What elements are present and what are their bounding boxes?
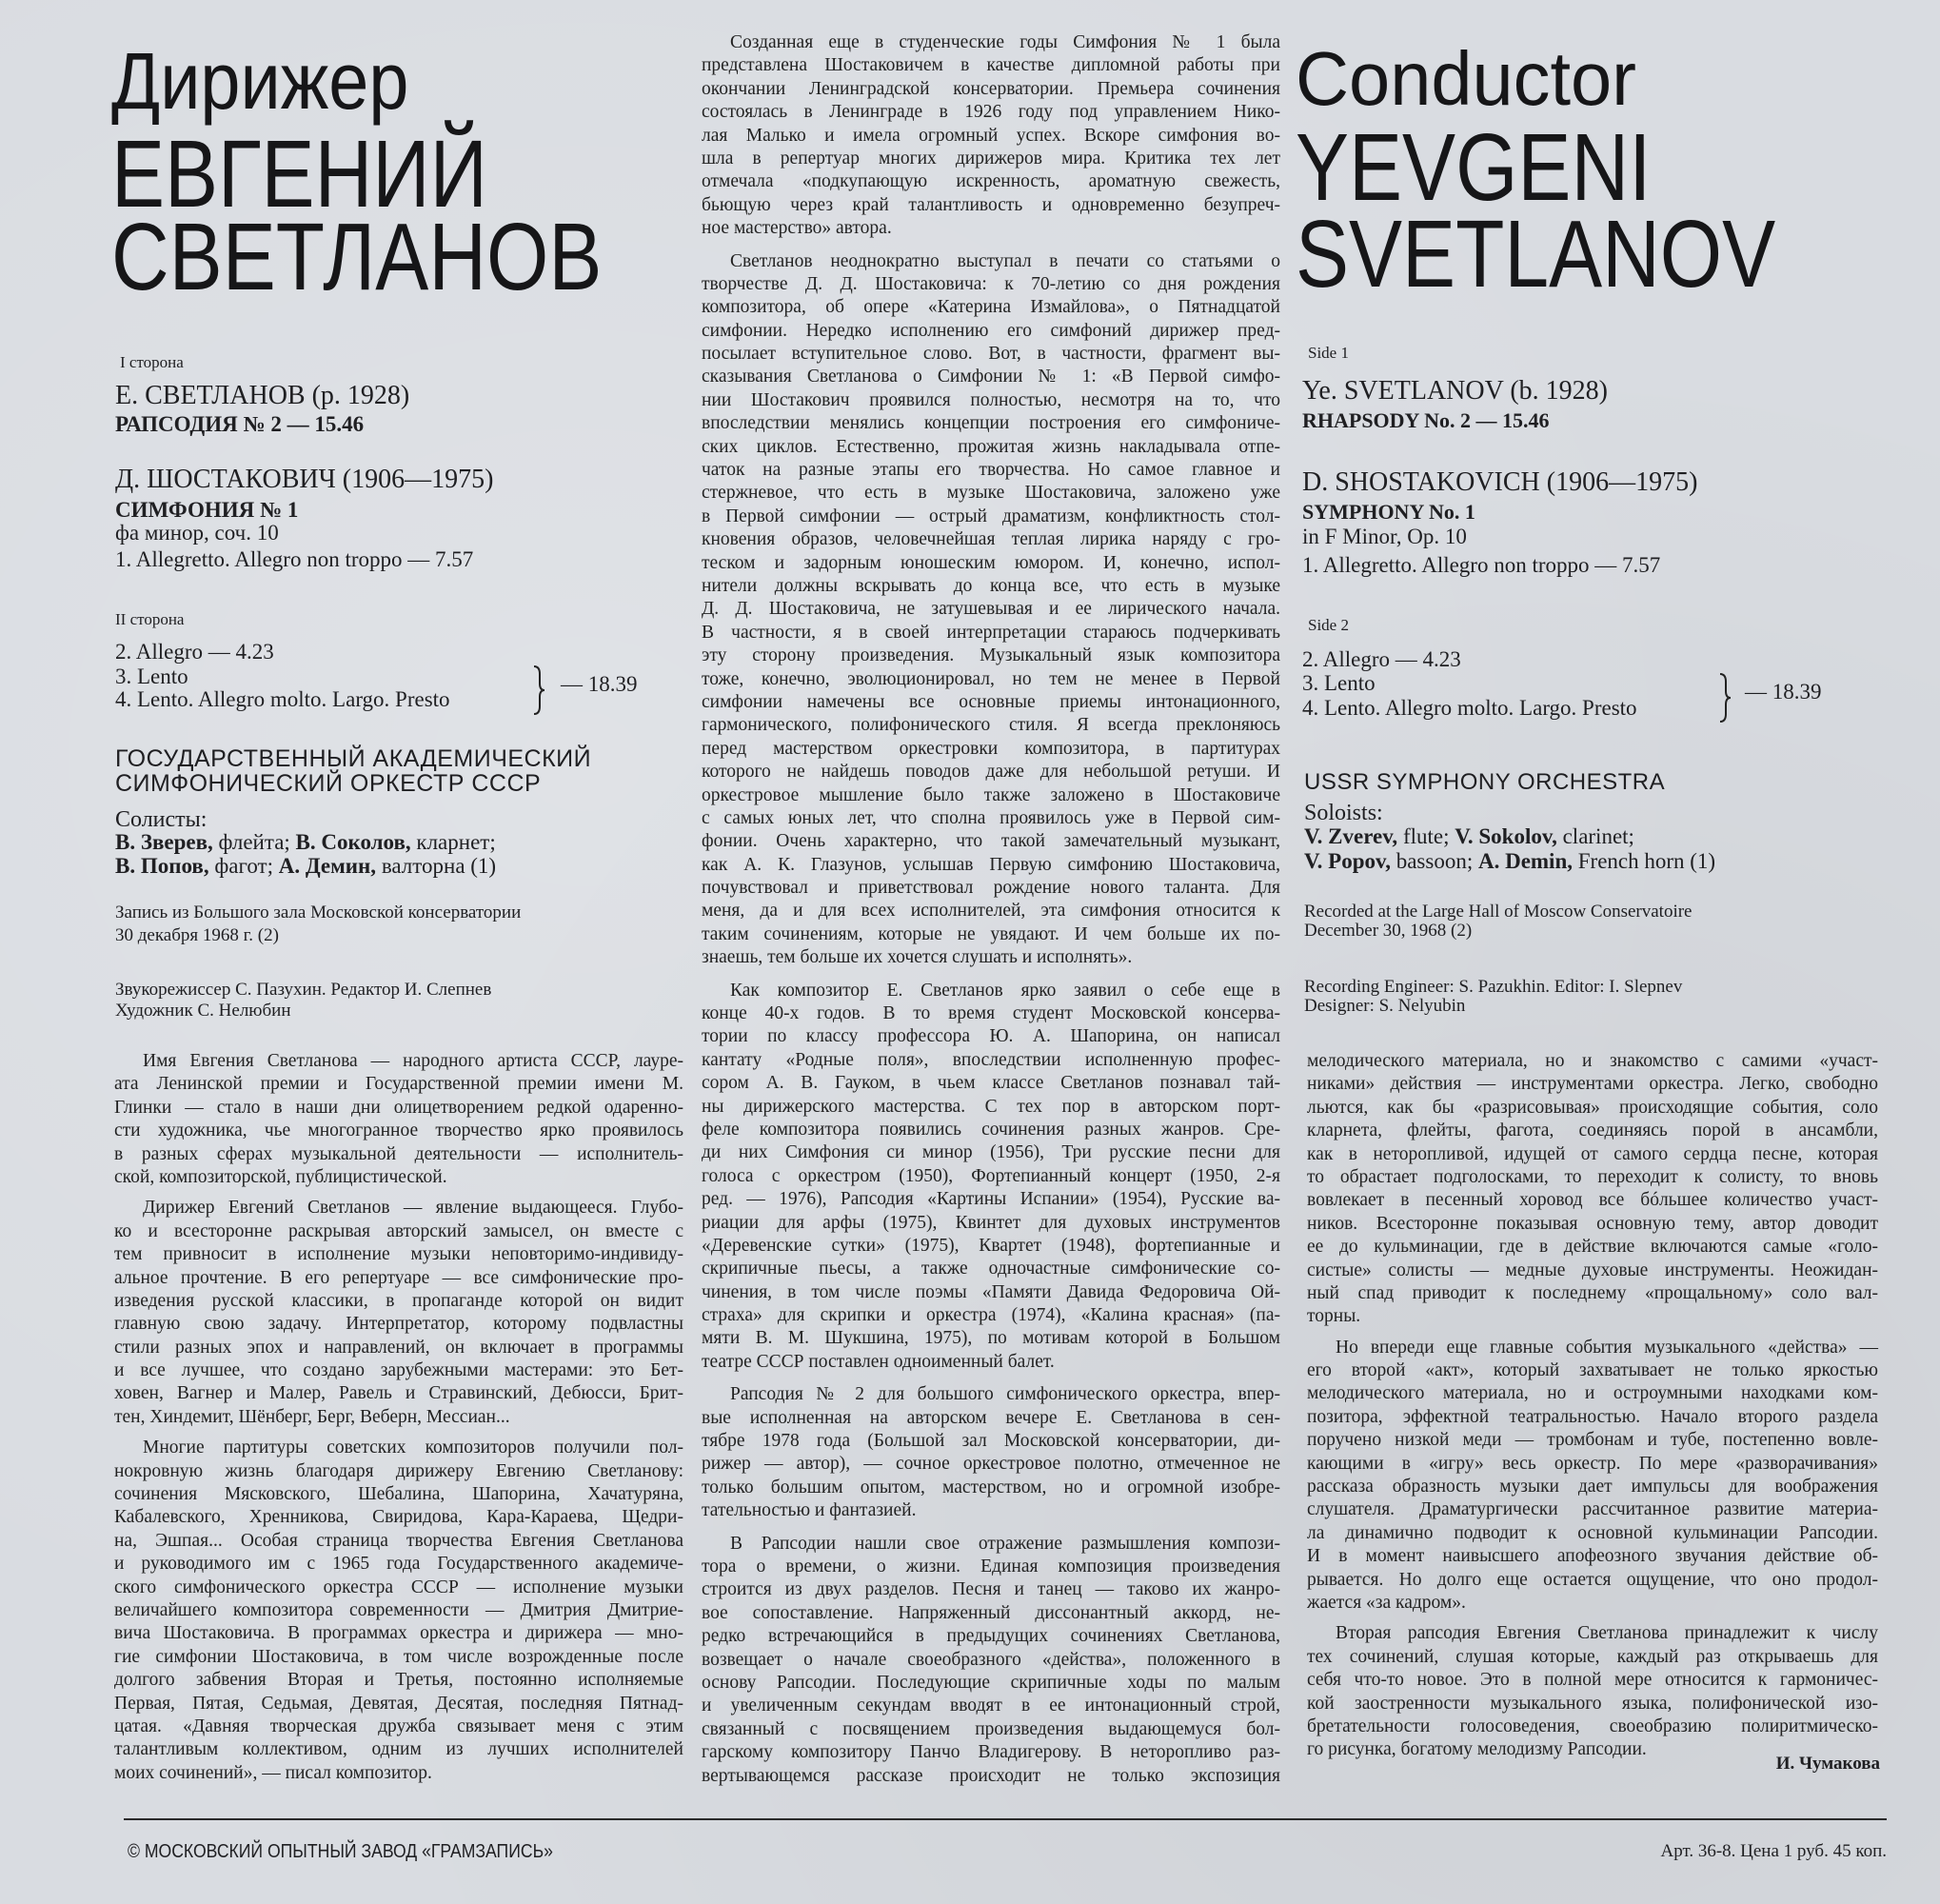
text-line: ховен, Вагнер и Малер, Равель и Стравинский, Дебюсси, Брит- — [114, 1383, 683, 1404]
author-signature: И. Чумакова — [1775, 1754, 1880, 1774]
text-line: и все лучшее, что создано зарубежными мастерами: это Бет- — [114, 1360, 683, 1381]
text-line: посылает вступительное слово. Вот, в частности, фрагмент вы- — [702, 344, 1280, 365]
work-1-composer-en: Ye. SVETLANOV (b. 1928) — [1302, 376, 1608, 406]
text-line: рассказа образность музыки дает импульсы для воображения — [1307, 1477, 1878, 1497]
text-line: Созданная еще в студенческие годы Симфония № 1 была — [730, 32, 1280, 52]
soloist-name: В. Соколов, — [295, 830, 411, 854]
text-line: себя что-то новое. Это в полной мере относится к гармоничес- — [1307, 1670, 1878, 1691]
text-line: гармонического, полифонического стиля. Я всегда преклоняюсь — [702, 715, 1280, 736]
soloist-role: валторна (1) — [376, 854, 497, 878]
work-2-title-en: SYMPHONY No. 1 — [1302, 500, 1475, 524]
text-line: конце 40-х годов. В то время студент Московской консерва- — [702, 1003, 1280, 1024]
text-line: тории по классу профессора Ю. А. Шапорина, он написал — [702, 1026, 1280, 1047]
text-line: кновения образов, человечнейшая теплая лирика наряду с гро- — [702, 529, 1280, 550]
soloist-role: French horn (1) — [1573, 849, 1716, 873]
text-line: нии Шостакович проявился полностью, несмотря на то, что — [702, 389, 1280, 410]
credits-line-1: Звукорежиссер С. Пазухин. Редактор И. Слепнев — [115, 980, 492, 1000]
text-line: Но впереди еще главные события музыкального «действа» — — [1336, 1337, 1878, 1358]
text-line: льются, как бы «разрисовывая» происходящие события, соло — [1307, 1097, 1878, 1118]
text-line: сказывания Светланова о Симфонии № 1: «В Первой симфо- — [702, 367, 1280, 387]
text-line: тен, Хиндемит, Шёнберг, Берг, Веберн, Мессиан... — [114, 1406, 510, 1427]
catalog-price: Арт. 36-8. Цена 1 руб. 45 коп. — [1660, 1841, 1887, 1861]
recording-info-en-line-1: Recorded at the Large Hall of Moscow Conservatoire — [1304, 902, 1693, 922]
soloist-name: V. Zverev, — [1304, 824, 1398, 848]
credits-line-2: Художник С. Нелюбин — [115, 1001, 291, 1021]
text-line: вича Шостаковича. В программах оркестра и дирижера — мно- — [114, 1623, 683, 1644]
text-line: состоялась в Ленинграде в 1926 году под управлением Нико- — [702, 102, 1280, 123]
text-line: гие симфонии Шостаковича, в том числе возрожденные после — [114, 1646, 683, 1667]
text-line: Рапсодия № 2 для большого симфонического оркестра, впер- — [730, 1384, 1280, 1405]
text-line: феле композитора появились сочинения разных жанров. Сре- — [702, 1119, 1280, 1140]
paragraph — [702, 250, 1280, 970]
soloists-line-en — [1304, 847, 1715, 876]
text-line: на, Эшпая... Особая страница творчества Евгения Светланова — [114, 1530, 683, 1551]
text-line: ских циклов. Естественно, прожитая жизнь накладывала отпе- — [702, 436, 1280, 457]
text-line: меня, да и для всех исполнителей, эта симфония относится к — [702, 901, 1280, 922]
text-line: кантату «Родные поля», впоследствии исполненную профес- — [702, 1049, 1280, 1070]
text-line: го рисунка, богатому мелодизму Рапсодии. — [1307, 1739, 1647, 1760]
text-line: тоже, конечно, эволюционировал, но тем не менее в Первой — [702, 668, 1280, 689]
text-line: цатая. «Давняя творческая дружба связывает меня с этим — [114, 1716, 683, 1736]
text-line: ской, композиторской, публицистической. — [114, 1166, 447, 1187]
text-line: Многие партитуры советских композиторов получили пол- — [143, 1438, 683, 1458]
text-line: композитора, об опере «Катерина Измайлова», о Пятнадцатой — [702, 297, 1280, 318]
text-line: творчестве Д. Д. Шостаковича: к 70-летию со дня рождения — [702, 273, 1280, 294]
text-line: моих сочинений», — писал композитор. — [114, 1762, 432, 1783]
text-line: никами» действия — инструментами оркестра. Легко, свободно — [1307, 1074, 1878, 1095]
text-line: И в момент наивысшего апофеозного звучания действие об- — [1307, 1546, 1878, 1567]
recording-info-en-line-2: December 30, 1968 (2) — [1304, 921, 1473, 941]
text-line: Д. Д. Шостаковича, не затушевывая и ее лирического начала. — [702, 599, 1280, 620]
text-line: стержневое, что есть в музыке Шостаковича, заложено уже — [702, 483, 1280, 504]
text-line: слушателя. Драматургически рассчитанное развитие материа- — [1307, 1499, 1878, 1520]
movement-2: 2. Allegro — 4.23 — [115, 640, 274, 664]
side-2-label-en: Side 2 — [1308, 616, 1349, 634]
body-text-middle-column — [702, 31, 1280, 1797]
text-line: голоса с оркестром (1950), Фортепианный концерт (1950, 2-я — [702, 1165, 1280, 1186]
text-line: теском и задорным юношеским юмором. И, конечно, испол- — [702, 552, 1280, 573]
text-line: строится из двух разделов. Песня и танец — таково их жанро- — [702, 1579, 1280, 1600]
text-line: торны. — [1307, 1306, 1361, 1327]
movement-3-en: 3. Lento — [1302, 671, 1376, 695]
text-line: вые исполненная на авторском вечере Е. Светланова в сен- — [702, 1407, 1280, 1428]
soloist-name: А. Демин, — [278, 854, 377, 878]
text-line: Первая, Пятая, Седьмая, Девятая, Десятая, последняя Пятнад- — [114, 1693, 683, 1714]
text-line: нокровную жизнь благодаря дирижеру Евгению Светланову: — [114, 1460, 683, 1481]
text-line: лая Малько и имела огромный успех. Вскоре симфония во- — [702, 125, 1280, 146]
text-line: окончании Ленинградской консерватории. Премьера сочинения — [702, 78, 1280, 99]
text-line: вое сопоставление. Напряженный диссонантный аккорд, не- — [702, 1602, 1280, 1623]
paragraph — [1307, 1622, 1878, 1761]
text-line: Кабалевского, Хренникова, Свиридова, Кара-Караева, Щедри- — [114, 1507, 683, 1528]
soloists-label: Солисты: — [115, 807, 208, 832]
text-line: шла в репертуар многих дирижеров мира. Критика тех лет — [702, 148, 1280, 169]
text-line: эту сторону произведения. Музыкальный язык композитора — [702, 645, 1280, 666]
paragraph — [702, 31, 1280, 241]
paragraph — [702, 980, 1280, 1375]
text-line: фонии. Очень характерно, что такой замечательный музыкант, — [702, 831, 1280, 852]
movement-4-en: 4. Lento. Allegro molto. Largo. Presto — [1302, 696, 1637, 720]
paragraph — [702, 1383, 1280, 1522]
text-line: тех сочинений, слушая которые, каждый раз открываешь для — [1307, 1646, 1878, 1667]
text-line: Светланов неоднократно выступал в печати со статьями о — [730, 250, 1280, 271]
text-line: почувствовал и приветствовал рождение нового таланта. Для — [702, 878, 1280, 899]
soloist-role: flute; — [1397, 824, 1455, 848]
text-line: Глинки — стало в наши дни олицетворением редкой одаренно- — [114, 1097, 683, 1118]
text-line: кающими в «игру» весь оркестр. По мере «разворачивания» — [1307, 1453, 1878, 1474]
text-line: в Первой симфонии — острый драматизм, конфликтность стол- — [702, 506, 1280, 526]
text-line: страха» для скрипки и оркестра (1974), «Калина красная» (па- — [702, 1305, 1280, 1326]
work-2-key: фа минор, соч. 10 — [115, 521, 279, 545]
text-line: ны дирижерского мастерства. С тех пор в авторском порт- — [702, 1096, 1280, 1117]
movements-3-4-time-en: — 18.39 — [1745, 680, 1822, 704]
text-line: и руководимого им с 1965 года Государственного академиче- — [114, 1554, 683, 1575]
text-line: тябре 1978 года (Большой зал Московской консерватории, ди- — [702, 1431, 1280, 1452]
body-text-right-column — [1307, 1050, 1878, 1770]
text-line: риации для арфы (1975), Квинтет для духовых инструментов — [702, 1212, 1280, 1233]
text-line: симфонии намечены все основные приемы интонационного, — [702, 691, 1280, 712]
soloists-line — [115, 852, 496, 881]
text-line: ное мастерство» автора. — [702, 218, 892, 239]
text-line: с самых юных лет, что сполна проявилось уже в Первой сим- — [702, 807, 1280, 828]
text-line: мяти В. М. Шукшина, 1975), по мотивам которой в Большом — [702, 1328, 1280, 1349]
text-line: тем привносит в исполнение музыки неповторимо-индивиду- — [114, 1244, 683, 1265]
text-line: впоследствии менялись концепции построения его симфониче- — [702, 413, 1280, 434]
paragraph — [114, 1437, 683, 1785]
text-line: В Рапсодии нашли свое отражение размышления компози- — [730, 1533, 1280, 1554]
text-line: театре СССР поставлен одноименный балет. — [702, 1351, 1055, 1372]
text-line: ата Ленинской премии и Государственной премии имени М. — [114, 1074, 683, 1095]
text-line: альное прочтение. В его репертуаре — все симфонические про- — [114, 1267, 683, 1288]
text-line: рижер — автор), — сочное оркестровое полотно, отмеченное не — [702, 1454, 1280, 1475]
text-line: и увеличенным секундам вводят в ее интонационный строй, — [702, 1696, 1280, 1716]
footer-divider — [124, 1818, 1887, 1820]
movement-1-en: 1. Allegretto. Allegro non troppo — 7.57 — [1302, 553, 1661, 577]
movement-3: 3. Lento — [115, 664, 188, 688]
heading-last-name-ru: СВЕТЛАНОВ — [111, 204, 603, 310]
text-line: то обрастает подголосками, то переходит к солисту, то вновь — [1307, 1166, 1878, 1187]
paragraph — [1307, 1050, 1878, 1329]
text-line: только большим опытом, мастерством, но и огромной изобре- — [702, 1477, 1280, 1497]
publisher-line: © МОСКОВСКИЙ ОПЫТНЫЙ ЗАВОД «ГРАМЗАПИСЬ» — [128, 1841, 553, 1862]
movement-1: 1. Allegretto. Allegro non troppo — 7.57 — [115, 547, 474, 571]
text-line: кларнета, флейты, фагота, соединяясь порой в ансамбли, — [1307, 1121, 1878, 1141]
text-line: возвещает о начале своеобразного «действа», положенного в — [702, 1649, 1280, 1670]
text-line: ского симфонического оркестра СССР — исполнение музыки — [114, 1577, 683, 1597]
paragraph — [114, 1050, 683, 1189]
text-line: В частности, я в своей интерпретации стараюсь подчеркивать — [702, 622, 1280, 643]
text-line: гарскому композитору Панчо Владигерову. В неторопливо раз- — [702, 1742, 1280, 1763]
text-line: основу Рапсодии. Последующие скрипичные ходы по малым — [702, 1672, 1280, 1693]
text-line: тательностью и фантазией. — [702, 1500, 917, 1521]
text-line: стили разных эпох и направлений, он включает в программы — [114, 1337, 683, 1358]
work-2-key-en: in F Minor, Op. 10 — [1302, 525, 1467, 548]
text-line: талантливым коллективом, одним из лучших исполнителей — [114, 1739, 683, 1760]
text-line: таким сочинениям, которые не увядают. И чем больше их по- — [702, 923, 1280, 944]
text-line: рывается. Но долго еще остается ощущение, что оно продол- — [1307, 1569, 1878, 1590]
soloist-role: флейта; — [212, 830, 296, 854]
credits-en-line-1: Recording Engineer: S. Pazukhin. Editor: I. Slepnev — [1304, 977, 1683, 997]
work-2-composer-en: D. SHOSTAKOVICH (1906—1975) — [1302, 467, 1698, 497]
text-line: бретательности голосоведения, своеобразию полиритмическо- — [1307, 1716, 1878, 1736]
recording-info-line-1: Запись из Большого зала Московской консерватории — [115, 902, 522, 922]
text-line: ее до кульминации, где в действие включаются самые «голо- — [1307, 1237, 1878, 1258]
work-1-composer: Е. СВЕТЛАНОВ (р. 1928) — [115, 381, 410, 410]
soloist-role: фагот; — [208, 854, 279, 878]
text-line: сти художника, чье многогранное творчество ярко проявилось — [114, 1121, 683, 1141]
text-line: кой заостренности музыкального языка, полифонической изо- — [1307, 1693, 1878, 1714]
text-line: главную свою задачу. Интерпретатор, которому подвластны — [114, 1314, 683, 1335]
work-1-title: РАПСОДИЯ № 2 — 15.46 — [115, 412, 365, 436]
text-line: сочинения Мясковского, Шебалина, Шапорина, Хачатуряна, — [114, 1484, 683, 1505]
heading-last-name-en: SVETLANOV — [1296, 201, 1776, 307]
recording-info-line-2: 30 декабря 1968 г. (2) — [115, 925, 279, 945]
movement-2-en: 2. Allegro — 4.23 — [1302, 647, 1461, 671]
text-line: чинения, в том числе поэмы «Памяти Давида Федоровича Ой- — [702, 1281, 1280, 1302]
soloist-name: V. Sokolov, — [1455, 824, 1557, 848]
text-line: представлена Шостаковичем в качестве дипломной работы при — [702, 55, 1280, 76]
orchestra-line-1: ГОСУДАРСТВЕННЫЙ АКАДЕМИЧЕСКИЙ — [115, 745, 592, 772]
soloist-name: V. Popov, — [1304, 849, 1391, 873]
heading-first-name-ru: ЕВГЕНИЙ — [111, 121, 487, 228]
text-line: Дирижер Евгений Светланов — явление выдающееся. Глубо- — [143, 1198, 683, 1219]
text-line: Как композитор Е. Светланов ярко заявил о себе еще в — [730, 980, 1280, 1001]
text-line: Вторая рапсодия Евгения Светланова принадлежит к числу — [1336, 1623, 1878, 1644]
orchestra-en: USSR SYMPHONY ORCHESTRA — [1304, 769, 1666, 795]
paragraph — [114, 1197, 683, 1429]
text-line: ный спад приводит к последнему «прощальному» соло вал- — [1307, 1282, 1878, 1303]
text-line: в разных сферах музыкальной деятельности — исполнитель- — [114, 1143, 683, 1164]
text-line: бьющую через край талантливость и одновременно безупреч- — [702, 194, 1280, 215]
text-line: ди них Симфония си минор (1956), Три русские песни для — [702, 1142, 1280, 1163]
text-line: систые» солисты — медные духовые инструменты. Неожидан- — [1307, 1259, 1878, 1280]
text-line: нители должны вскрывать до конца все, что есть в музыке — [702, 575, 1280, 596]
paragraph — [1307, 1337, 1878, 1616]
text-line: ред. — 1976), Рапсодия «Картины Испании» (1954), Русские ва- — [702, 1189, 1280, 1210]
text-line: связанный с посвящением произведения выдающемуся бол- — [702, 1718, 1280, 1739]
text-line: оркестровое мышление было также заложено в Шостаковиче — [702, 784, 1280, 805]
text-line: как А. К. Глазунов, услышав Первую симфонию Шостаковича, — [702, 854, 1280, 875]
text-line: долгого забвения Вторая и Третья, постоянно исполняемые — [114, 1670, 683, 1691]
soloist-name: В. Зверев, — [115, 830, 213, 854]
text-line: знаешь, тем больше их хочется слушать и исполнять». — [702, 947, 1133, 968]
text-line: вовлекает в песенный хоровод все бóльшее количество участ- — [1307, 1190, 1878, 1211]
heading-role-ru: Дирижер — [111, 36, 409, 126]
work-1-title-en: RHAPSODY No. 2 — 15.46 — [1302, 408, 1550, 432]
text-line: чаток на разные этапы его творчества. Но самое главное и — [702, 460, 1280, 481]
text-line: поручено низкой меди — тромбонам и тубе, постепенно вовле- — [1307, 1430, 1878, 1451]
text-line: его второй «акт», который захватывает не только яркостью — [1307, 1360, 1878, 1381]
text-line: мелодического материала, но и остроумными находками ком- — [1307, 1383, 1878, 1404]
brace-icon — [531, 664, 546, 716]
side-1-label-en: Side 1 — [1308, 344, 1349, 362]
text-line: ников. Всесторонне показывая основную тему, автор доводит — [1307, 1213, 1878, 1234]
side-2-label: II сторона — [115, 610, 185, 628]
work-2-composer: Д. ШОСТАКОВИЧ (1906—1975) — [115, 465, 494, 494]
soloist-role: кларнет; — [410, 830, 496, 854]
paragraph — [702, 1533, 1280, 1788]
text-line: «Деревенские сутки» (1975), Квартет (1948), фортепианные и — [702, 1235, 1280, 1256]
heading-role-en: Conductor — [1296, 36, 1637, 121]
soloists-label-en: Soloists: — [1304, 801, 1383, 825]
movements-3-4-time: — 18.39 — [561, 672, 638, 696]
brace-icon — [1717, 672, 1732, 724]
text-line: как в неторопливой, идущей от самого сердца песне, которая — [1307, 1143, 1878, 1164]
text-line: изведения русской классики, в пропаганде которой он видит — [114, 1290, 683, 1311]
text-line: вертывающемся рассказе происходит не только экспозиция — [702, 1765, 1280, 1786]
soloist-name: A. Demin, — [1477, 849, 1573, 873]
text-line: скрипичные пьесы, а также одночастные симфонические со- — [702, 1259, 1280, 1279]
movement-4: 4. Lento. Allegro molto. Largo. Presto — [115, 687, 450, 711]
work-2-title: СИМФОНИЯ № 1 — [115, 498, 299, 522]
soloist-role: clarinet; — [1556, 824, 1634, 848]
orchestra-line-2: СИМФОНИЧЕСКИЙ ОРКЕСТР СССР — [115, 770, 542, 797]
text-line: перед мастерством оркестровки композитора, в партитурах — [702, 738, 1280, 759]
body-text-left-column — [114, 1050, 683, 1793]
text-line: редко встречающийся в предыдущих сочинениях Светланова, — [702, 1626, 1280, 1647]
text-line: ко и всесторонне раскрывая авторский замысел, он вместе с — [114, 1220, 683, 1241]
text-line: Имя Евгения Светланова — народного артиста СССР, лауре- — [143, 1051, 683, 1071]
soloist-role: bassoon; — [1390, 849, 1478, 873]
text-line: сором А. В. Гауком, в чьем классе Светланов познавал тай- — [702, 1073, 1280, 1094]
text-line: которого не найдешь поводов даже для небольшой ретуши. И — [702, 762, 1280, 783]
text-line: позитора, эффектной театральностью. Начало второго раздела — [1307, 1406, 1878, 1427]
credits-en-line-2: Designer: S. Nelyubin — [1304, 996, 1466, 1016]
text-line: величайшего композитора современности — Дмитрия Дмитрие- — [114, 1599, 683, 1620]
text-line: жается «за кадром». — [1307, 1592, 1466, 1613]
soloist-name: В. Попов, — [115, 854, 209, 878]
text-line: ла динамично подводит к основной кульминации Рапсодии. — [1307, 1522, 1878, 1543]
text-line: тора о времени, о жизни. Единая композиция произведения — [702, 1557, 1280, 1577]
text-line: отмечала «подкупающую искренность, ароматную свежесть, — [702, 171, 1280, 192]
heading-first-name-en: YEVGENI — [1296, 114, 1652, 221]
text-line: мелодического материала, но и знакомство с самими «участ- — [1307, 1051, 1878, 1071]
text-line: симфонии. Нередко исполнению его симфоний дирижер пред- — [702, 320, 1280, 341]
side-1-label: I сторона — [120, 353, 184, 371]
